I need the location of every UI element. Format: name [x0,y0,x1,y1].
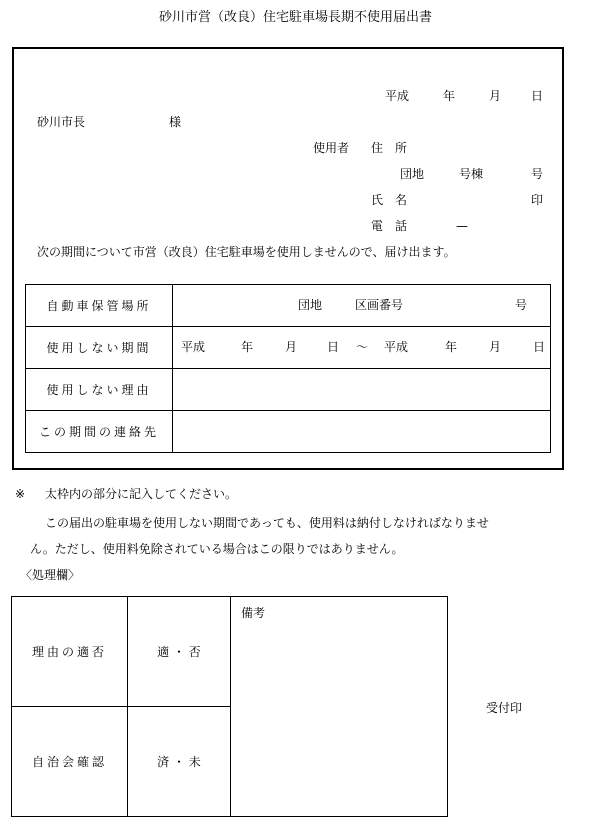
date-month: 月 [489,89,502,103]
remarks-label: 備考 [241,606,266,620]
processing-table [11,596,448,817]
location-label: 自動車保管場所 [26,285,173,327]
statement: 次の期間について市営（改良）住宅駐車場を使用しませんので、届け出ます。 [37,245,456,259]
location-complex: 団地 [298,298,323,312]
period-to-month: 月 [489,340,502,354]
council-value[interactable]: 済 ・ 未 [128,707,231,817]
reason-label: 使用しない理由 [26,369,173,411]
remarks-cell[interactable] [231,597,448,817]
date-era: 平成 [385,89,410,103]
period-from-day: 日 [327,340,340,354]
table-row [26,327,551,369]
table-row [26,369,551,411]
location-field[interactable] [173,285,551,327]
seal-label: 印 [531,193,544,207]
table-row [26,285,551,327]
name-label: 氏 名 [371,193,408,207]
date-year: 年 [443,89,456,103]
contact-label: この期間の連絡先 [26,411,173,453]
addressee: 砂川市長 [37,115,86,129]
period-field[interactable] [173,327,551,369]
period-from-month: 月 [285,340,298,354]
note-2-line2: ん。ただし、使用料免除されている場合はこの限りではありません。 [30,542,404,556]
note-1: 太枠内の部分に記入してください。 [45,487,238,501]
period-label: 使用しない期間 [26,327,173,369]
usage-table [25,284,551,453]
building-label: 号棟 [459,167,484,181]
reason-ok-value[interactable]: 適 ・ 否 [128,597,231,707]
processing-heading: 〈処理欄〉 [20,568,81,582]
note-mark: ※ [15,487,26,501]
phone-label: 電 話 [371,219,408,233]
council-label: 自治会確認 [12,707,128,817]
period-from-year: 年 [241,340,254,354]
period-to-year: 年 [445,340,458,354]
user-label: 使用者 [313,141,350,155]
table-row [26,411,551,453]
reason-ok-label: 理由の適否 [12,597,128,707]
form-title: 砂川市営（改良）住宅駐車場長期不使用届出書 [158,10,432,25]
contact-field[interactable] [173,411,551,453]
complex-label: 団地 [400,167,425,181]
honorific: 様 [169,115,182,129]
period-to-era: 平成 [384,340,409,354]
address-label: 住 所 [371,141,408,155]
phone-dash: — [456,219,468,233]
table-row [12,597,448,707]
reason-field[interactable] [173,369,551,411]
note-2-line1: この届出の駐車場を使用しない期間であっても、使用料は納付しなければなりませ [45,516,489,530]
date-day: 日 [531,89,544,103]
period-tilde: ～ [356,340,369,354]
stamp-label: 受付印 [486,701,523,715]
location-section: 区画番号 [355,298,404,312]
location-number: 号 [515,298,528,312]
period-to-day: 日 [533,340,546,354]
unit-label: 号 [531,167,544,181]
period-from-era: 平成 [181,340,206,354]
